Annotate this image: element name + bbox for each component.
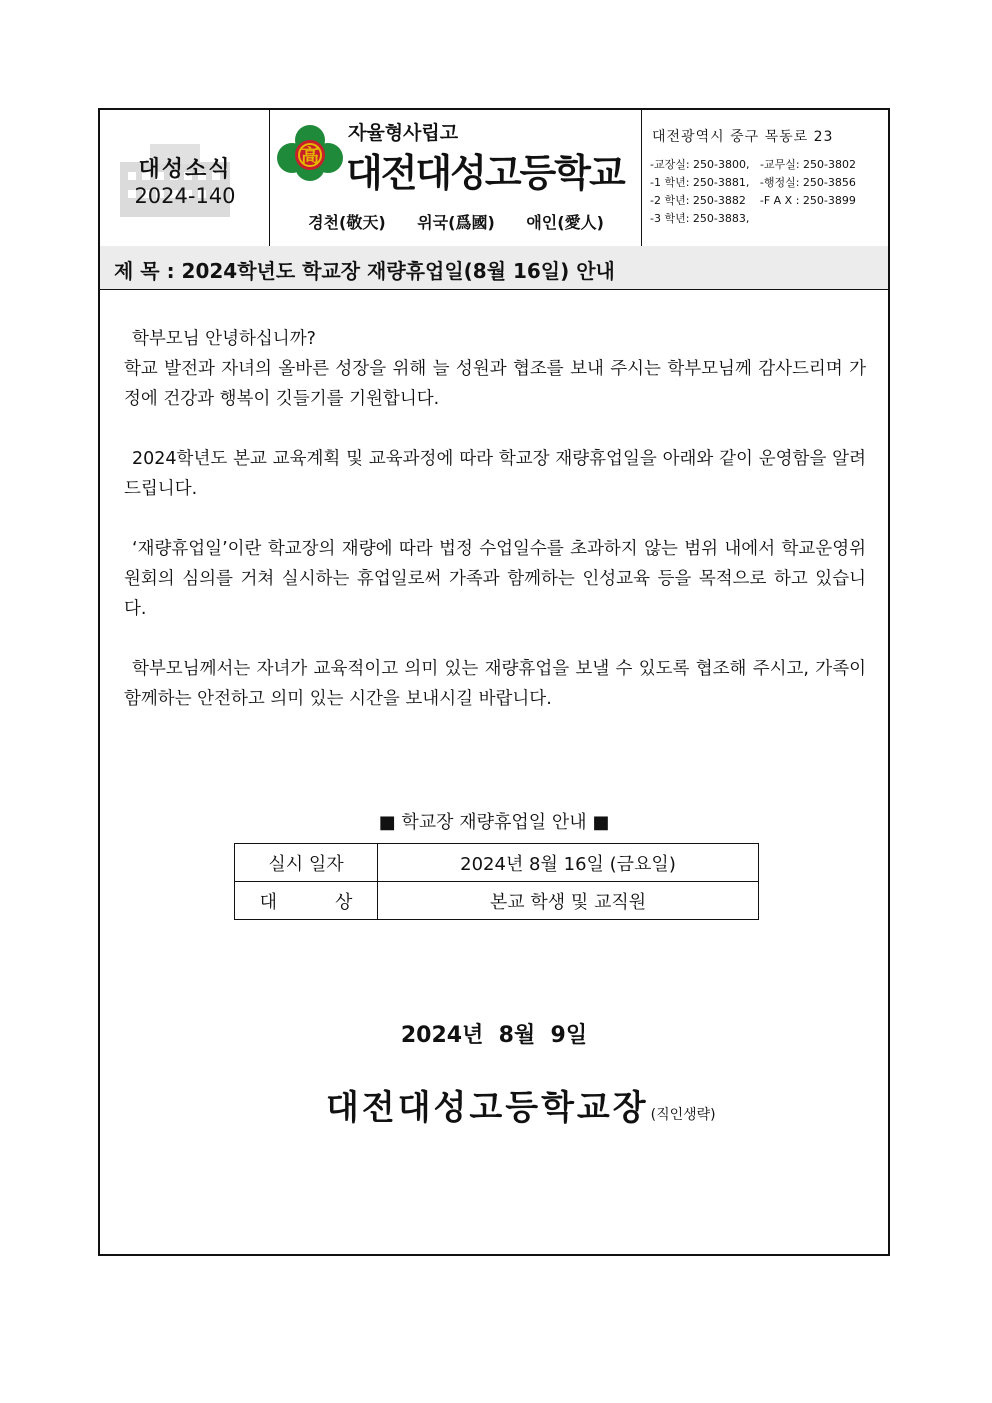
document-header <box>100 110 888 247</box>
school-name: 대전대성고등학교 <box>346 151 624 195</box>
body-paragraph: ‘재량휴업일’이란 학교장의 재량에 따라 법정 수업일수를 초과하지 않는 범위 내에서 학교운영위원회의 심의를 거쳐 실시하는 휴업일로써 가족과 함께하는 인성교육 등을 목적으로 하고 있습니다. <box>124 539 866 619</box>
signature-name: 대전대성고등학교장 <box>326 1088 649 1128</box>
seal-omitted-note: (직인생략) <box>650 1107 716 1123</box>
contact-cell <box>642 110 888 246</box>
school-emblem-icon <box>276 122 344 188</box>
motto-item: 애인(愛人) <box>526 213 604 232</box>
greeting-paragraph: 학부모님 안녕하십니까? <box>132 329 316 349</box>
table-value: 2024년 8월 16일 (금요일) <box>378 844 759 882</box>
body-paragraph: 2024학년도 본교 교육계획 및 교육과정에 따라 학교장 재량휴업일을 아래와 같이 운영함을 알려드립니다. <box>124 449 866 499</box>
contact-line: -3 학년: 250-3883, <box>650 212 750 225</box>
newsletter-title: 대성소식 <box>138 157 232 182</box>
newsletter-number: 2024-140 <box>134 184 236 208</box>
school-cell <box>270 110 642 246</box>
document-frame <box>98 108 890 1256</box>
issue-cell <box>100 110 270 246</box>
motto-item: 위국(爲國) <box>417 213 495 232</box>
document-date: 2024년 8월 9일 <box>400 1023 588 1048</box>
school-address: 대전광역시 중구 목동로 23 <box>652 129 834 145</box>
info-table <box>234 843 759 920</box>
label-part: 상 <box>335 891 353 913</box>
table-row <box>235 882 759 920</box>
body-paragraph: 학교 발전과 자녀의 올바른 성장을 위해 늘 성원과 협조를 보내 주시는 학부모님께 감사드리며 가정에 건강과 행복이 깃들기를 기원합니다. <box>124 359 866 409</box>
body-paragraph: 학부모님께서는 자녀가 교육적이고 의미 있는 재량휴업을 보낼 수 있도록 협조해 주시고, 가족이 함께하는 안전하고 의미 있는 시간을 보내시길 바랍니다. <box>124 659 866 709</box>
info-table-title: ■ 학교장 재량휴업일 안내 ■ <box>378 812 610 833</box>
letter-body <box>124 324 866 744</box>
table-label: 실시 일자 <box>235 844 378 882</box>
contact-line: -2 학년: 250-3882 -F A X : 250-3899 <box>650 194 856 207</box>
motto-item: 경천(敬天) <box>308 213 386 232</box>
school-type: 자율형사립고 <box>348 122 459 144</box>
label-part: 대 <box>259 891 277 913</box>
contact-line: -1 학년: 250-3881, -행정실: 250-3856 <box>650 176 856 189</box>
table-row <box>235 844 759 882</box>
signature-block <box>326 1080 716 1129</box>
school-motto <box>270 210 642 233</box>
table-value: 본교 학생 및 교직원 <box>378 882 759 920</box>
subject-bar <box>100 246 888 290</box>
svg-text:高: 高 <box>301 146 319 167</box>
table-label <box>235 882 378 920</box>
subject-title: 제 목 : 2024학년도 학교장 재량휴업일(8월 16일) 안내 <box>114 259 615 283</box>
contact-line: -교장실: 250-3800, -교무실: 250-3802 <box>650 158 857 171</box>
